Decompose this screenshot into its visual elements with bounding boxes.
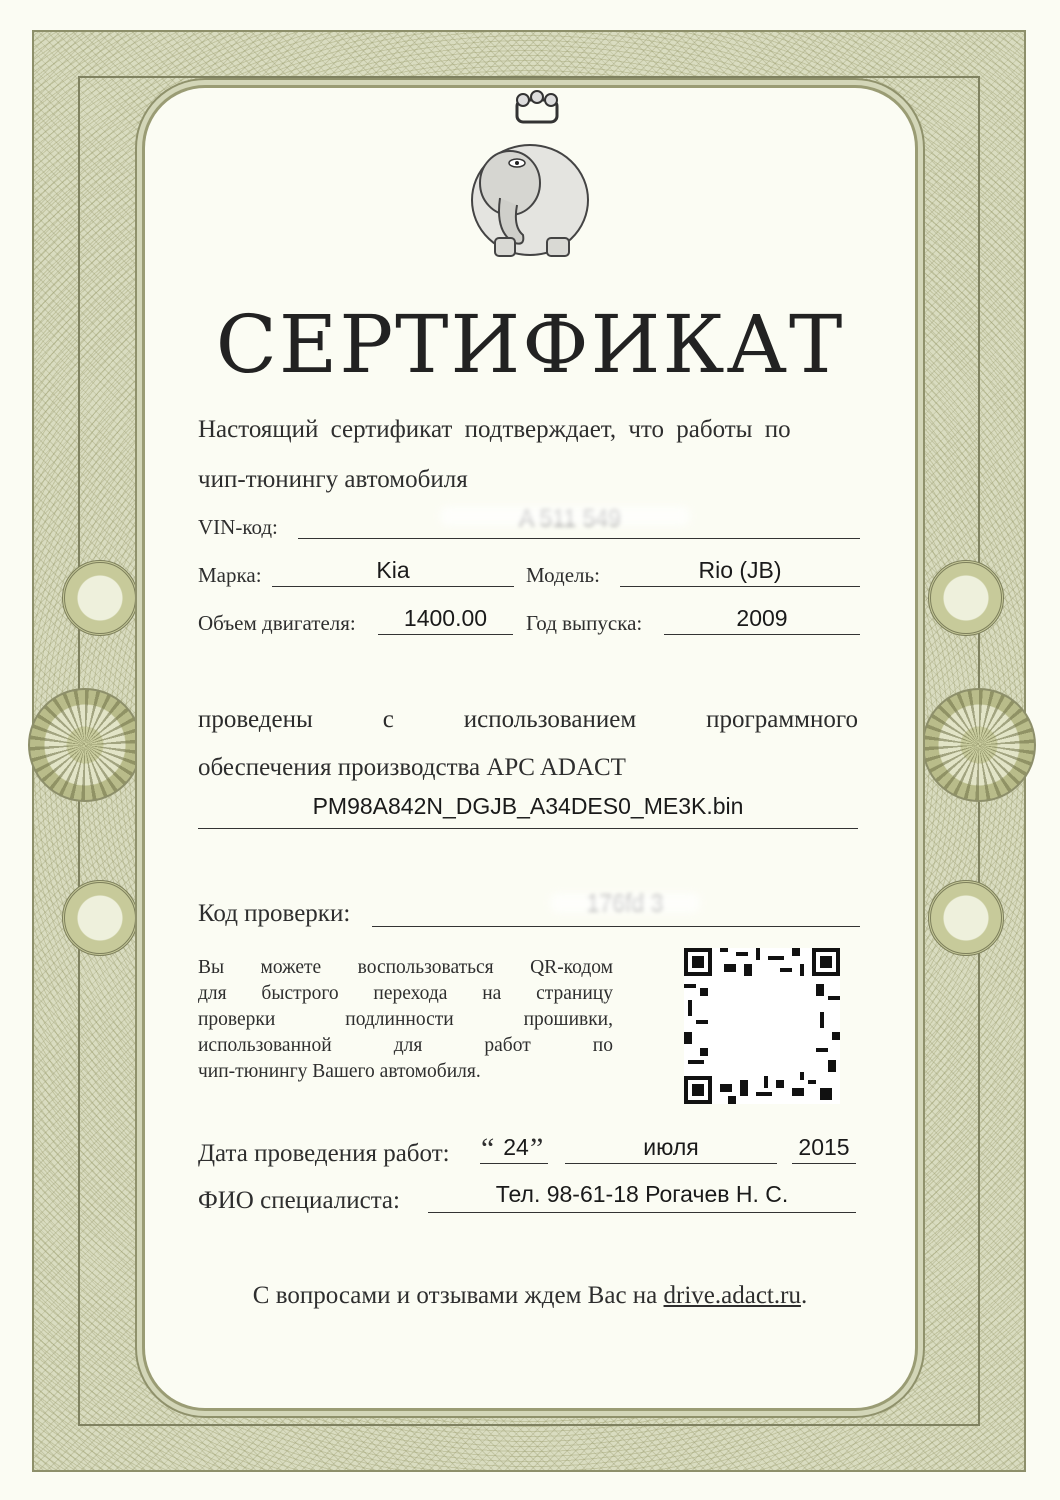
- firmware-underline: [198, 828, 858, 829]
- qr-note-line: проверки подлинности прошивки,: [198, 1009, 613, 1030]
- check-code-underline: [372, 926, 860, 927]
- date-year-underline: [792, 1163, 856, 1164]
- website-link[interactable]: drive.adact.ru: [663, 1282, 801, 1309]
- qr-note-line: чип-тюнингу Вашего автомобиля.: [198, 1061, 481, 1082]
- qr-note-line: использованной для работ по: [198, 1035, 613, 1056]
- make-value: Kia: [376, 557, 410, 583]
- engine-underline: [378, 634, 513, 635]
- footer-message: С вопросами и отзывами ждем Вас на: [252, 1282, 664, 1309]
- year-underline: [664, 634, 860, 635]
- date-month-underline: [565, 1163, 777, 1164]
- left-rosette: [28, 688, 142, 802]
- model-underline: [620, 586, 860, 587]
- top-right-ornament: [928, 560, 1004, 636]
- model-label: Модель:: [526, 563, 600, 587]
- specialist-underline: [428, 1212, 856, 1213]
- engine-label: Объем двигателя:: [198, 611, 356, 635]
- date-day: 24: [503, 1134, 529, 1160]
- bottom-right-ornament: [928, 880, 1004, 956]
- date-close-quote: ”: [530, 1132, 544, 1165]
- software-word: программного: [706, 706, 858, 733]
- check-code-label: Код проверки:: [198, 900, 351, 927]
- date-year: 2015: [798, 1134, 850, 1160]
- year-value: 2009: [736, 605, 788, 631]
- make-label: Марка:: [198, 563, 262, 587]
- specialist-label: ФИО специалиста:: [198, 1187, 400, 1214]
- intro-line-1: Настоящий сертификат подтверждает, что работы по: [198, 416, 791, 443]
- footer-period: .: [800, 1282, 808, 1309]
- date-open-quote: “: [481, 1132, 495, 1165]
- year-label: Год выпуска:: [526, 611, 643, 635]
- date-day-underline: [480, 1163, 548, 1164]
- vin-underline: [298, 538, 860, 539]
- check-code-redaction: [550, 893, 700, 913]
- qr-code[interactable]: [684, 948, 840, 1104]
- qr-note: [198, 955, 613, 1085]
- firmware-filename: PM98A842N_DGJB_A34DES0_ME3K.bin: [312, 793, 744, 819]
- software-word: проведены: [198, 706, 313, 733]
- specialist-value: Тел. 98-61-18 Рогачев Н. С.: [495, 1181, 789, 1207]
- date-label: Дата проведения работ:: [198, 1140, 450, 1167]
- vin-redaction: [440, 506, 690, 526]
- bottom-left-ornament: [62, 880, 138, 956]
- qr-note-line: Вы можете воспользоваться QR-кодом: [198, 957, 613, 978]
- certificate-title: СЕРТИФИКАТ: [215, 298, 845, 391]
- date-month: июля: [643, 1134, 699, 1160]
- model-value: Rio (JB): [698, 557, 782, 583]
- right-rosette: [922, 688, 1036, 802]
- footer-text: [0, 1282, 1060, 1310]
- vin-label: VIN-код:: [198, 515, 278, 539]
- engine-value: 1400.00: [403, 605, 488, 631]
- intro-line-2: чип-тюнингу автомобиля: [198, 466, 468, 493]
- software-word: с: [382, 706, 394, 733]
- software-word: использованием: [463, 706, 637, 733]
- qr-note-line: для быстрого перехода на страницу: [198, 983, 613, 1004]
- software-line-1: [198, 706, 858, 734]
- top-left-ornament: [62, 560, 138, 636]
- elephant-mascot-logo: [455, 88, 605, 263]
- software-line-2: обеспечения производства APC ADACT: [198, 754, 626, 781]
- make-underline: [272, 586, 514, 587]
